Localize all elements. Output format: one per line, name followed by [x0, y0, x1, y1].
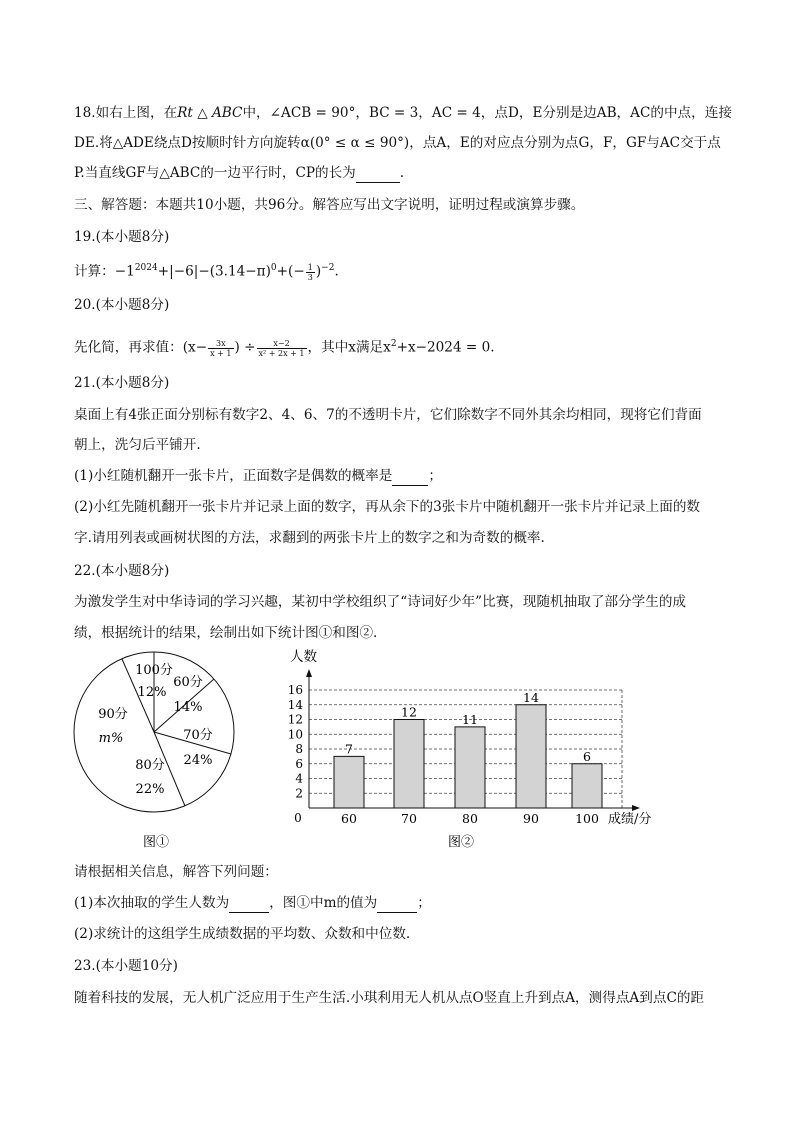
pie-label-pct: m%	[98, 731, 124, 746]
pie-label-score: 90分	[98, 707, 128, 722]
q22-header: 22.(本小题8分)	[74, 563, 170, 579]
bar-value-label: 7	[345, 741, 353, 757]
q20-expression: 先化简，再求值：(x− $\frac{3x}{x + 1}$ ) ÷ $\frac{x-2}{\text{x² + 2x + 1}}$ ，其中x满足$x^2+x-2024 = 0$.	[74, 338, 495, 358]
q18-line-3: P.当直线GF与△ABC的一边平行时，CP的长为 .	[74, 165, 405, 181]
q18-line-2: DE.将△ADE绕点D按顺时针方向旋转α(0° ≤ α ≤ 90°)，点A，E的对应点分别为点G，F，GF与AC交于点	[74, 135, 721, 151]
origin-label: 0	[294, 811, 302, 825]
y-tick-label: 8	[295, 742, 303, 756]
bar-value-label: 6	[583, 748, 591, 764]
q22-part-2: (2)求统计的这组学生成绩数据的平均数、众数和中位数.	[74, 926, 411, 942]
x-tick-label: 60	[341, 811, 357, 826]
bar-value-label: 12	[401, 704, 417, 720]
bar-70	[394, 720, 424, 809]
q21-line-1: 桌面上有4张正面分别标有数字2、4、6、7的不透明卡片，它们除数字不同外其余均相同，现将它们背面	[74, 407, 702, 423]
pie-label-pct: 22%	[135, 782, 165, 797]
bar-100	[572, 764, 602, 808]
y-tick-label: 14	[287, 697, 303, 712]
q21-part-2-line-2: 字.请用列表或画树状图的方法，求翻到的两张卡片上的数字之和为奇数的概率.	[74, 530, 545, 546]
q21-header: 21.(本小题8分)	[74, 375, 170, 391]
q22-line-2: 绩，根据统计的结果，绘制出如下统计图①和图②.	[74, 625, 378, 641]
pie-label-pct: 14%	[173, 700, 203, 715]
pie-label-pct: 12%	[137, 685, 167, 700]
pie-label-score: 100分	[135, 663, 173, 678]
section-3-heading: 三、解答题：本题共10小题，共96分。解答应写出文字说明，证明过程或演算步骤。	[74, 197, 585, 213]
bar-value-label: 11	[462, 711, 478, 727]
bar-60	[334, 756, 364, 808]
q18-line-1: 18.如右上图，在Rt △ ABC中，∠ACB = 90°，BC = 3，AC = 4，点D，E分别是边AB，AC的中点，连接	[74, 105, 732, 121]
pie-label-score: 60分	[173, 675, 203, 690]
y-tick-label: 10	[287, 727, 303, 742]
answer-blank[interactable]	[377, 894, 417, 913]
q22-line-1: 为激发学生对中华诗词的学习兴趣，某初中学校组织了“诗词好少年”比赛，现随机抽取了部分学生的成	[74, 594, 687, 610]
pie-label-pct: 24%	[183, 753, 213, 768]
pie-label-score: 70分	[183, 728, 213, 743]
q21-line-2: 朝上，洗匀后平铺开.	[74, 437, 201, 453]
pie-caption: 图①	[142, 835, 170, 850]
answer-blank[interactable]	[229, 894, 269, 913]
q19-expression: 计算：$-1^{2024}+|-6|-(3.14-\pi)^0+(-$ $\frac{1}{3}$ )$^{-2}$.	[74, 262, 339, 282]
x-tick-label: 100	[575, 811, 599, 826]
x-tick-label: 80	[462, 811, 478, 826]
bar-90	[516, 705, 546, 808]
pie-chart	[60, 650, 300, 860]
y-tick-label: 6	[295, 756, 303, 771]
bar-chart	[270, 645, 670, 855]
y-tick-label: 2	[295, 786, 303, 801]
bar-value-label: 14	[523, 689, 539, 705]
y-tick-label: 4	[295, 771, 303, 786]
x-axis-title: 成绩/分	[608, 812, 652, 827]
q23-header: 23.(本小题10分)	[74, 958, 178, 974]
answer-blank[interactable]	[356, 164, 400, 183]
y-tick-label: 12	[287, 712, 303, 727]
y-tick-label: 16	[287, 683, 303, 697]
q20-header: 20.(本小题8分)	[74, 297, 170, 313]
bar-80	[455, 727, 485, 808]
bar-chart-caption: 图②	[447, 835, 475, 850]
answer-blank[interactable]	[392, 467, 428, 486]
q19-header: 19.(本小题8分)	[74, 229, 170, 245]
x-tick-label: 90	[523, 811, 539, 826]
q21-part-2-line-1: (2)小红先随机翻开一张卡片并记录上面的数字，再从余下的3张卡片中随机翻开一张卡片并记录上面的数	[74, 499, 701, 515]
q21-part-1: (1)小红随机翻开一张卡片，正面数字是偶数的概率是 ；	[74, 468, 442, 484]
y-axis-title: 人数	[290, 649, 317, 665]
q22-part-1: (1)本次抽取的学生人数为 ，图①中m的值为 ；	[74, 895, 431, 911]
x-tick-label: 70	[401, 811, 417, 826]
q22-prompt: 请根据相关信息，解答下列问题：	[74, 864, 278, 880]
q23-line-1: 随着科技的发展，无人机广泛应用于生产生活.小琪利用无人机从点O竖直上升到点A，测得点A到点C的距	[74, 990, 705, 1006]
pie-label-score: 80分	[135, 758, 165, 773]
